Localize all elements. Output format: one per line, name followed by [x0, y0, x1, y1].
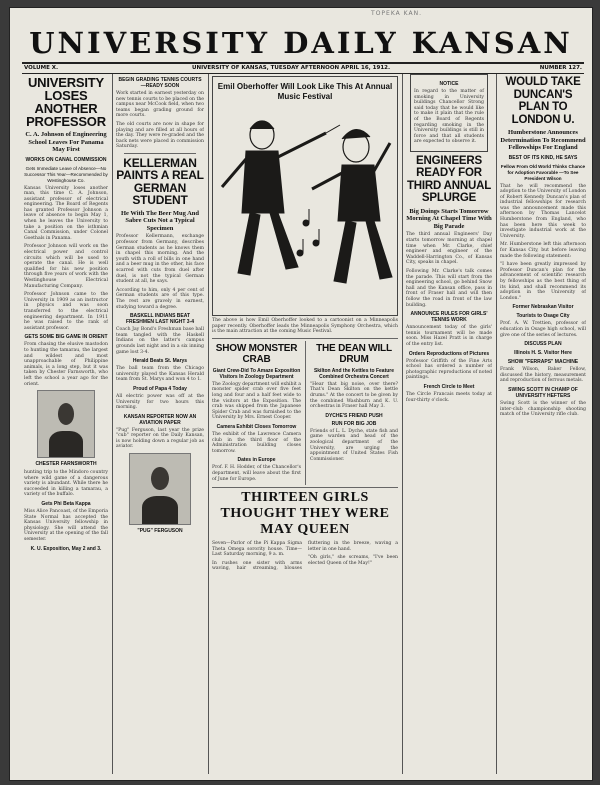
headline-herald: Herald Beats St. Marys [132, 358, 188, 365]
headline-illinois: Illinois H. S. Visitor Here [514, 350, 572, 357]
conductor-cartoon [216, 103, 394, 291]
portrait-photo [129, 453, 191, 525]
article-text: "Pug" Ferguson, last year the prize "cub" reporter on the Daily Kansan, is now holding down a regular job as aviator. [116, 427, 204, 450]
article-text: Kansas University loses another man, this time C. A. Johnson, assistant professor of electrical engineering. The Board of Regents has granted Professor Johnson a leave of absence to begin May 1, when he leaves the University to take a position on the isthmian Canal Commission, under Colonel Goethals in Panama. [24, 185, 108, 241]
subhead-engineers: Big Doings Starts Tomorrow Morning At Chapel Time With Big Parade [406, 207, 492, 230]
deck-canal: WORKS ON CANAL COMMISSION [25, 156, 107, 163]
headline-europe: Dates in Europe [237, 457, 276, 464]
headline-discuss: DISCUSS PLAN [524, 341, 562, 348]
headline-duncan: WOULD TAKE DUNCAN'S PLAN TO LONDON U. [505, 76, 581, 126]
center-two-columns [212, 341, 398, 485]
article-text: Miss Alice Pancoast, of the Emporia State Normal has accepted the Kansas University fellowship in physiology. She will attend the University at the opening of the fall semester. [24, 509, 108, 543]
article-text: Professor Johnson will work on the electrical power and control circuits which will be used to operate the canal. He is well qualified for his new position through five years of work with the Westinghouse Electrical Manufacturing Company. [24, 244, 108, 289]
article-text: Prof. F. H. Hodder, of the Chancellor's department, will leave about the first of June for Europe. [212, 465, 301, 482]
headline-crab: SHOW MONSTER CRAB [215, 342, 298, 365]
headline-dyche: DYCHE'S FRIEND PUSH [325, 412, 383, 419]
masthead: UNIVERSITY DAILY KANSAN [29, 26, 573, 60]
may-queen-article [212, 541, 398, 572]
newspaper-page [10, 8, 592, 780]
deck-leave: Gets Immediate Leave of Absence—No Successor This Year—Recommended by Westinghouse Co. [24, 165, 108, 183]
article-text: Seven—Parlor of the Pi Kappa Sigma Theta Omega sorority house. Time—Last Saturday morning, 9 a. m. [212, 541, 302, 558]
article-text: Coach Jay Bond's Freshman base ball team tangled with the Haskell Indians on the latter's campus grounds last night and in a six inning game lost 3-4. [116, 327, 204, 355]
crab-article [212, 341, 301, 485]
column-5 [406, 74, 492, 776]
article-text: Friends of L. L. Dyche, state fish and game warden and head of the zoological department of the University, are urging the appointment of United States Fish Commissioner. [309, 428, 398, 462]
headline-french-circle: French Circle to Meet [423, 383, 475, 390]
date-label: UNIVERSITY OF KANSAS, TUESDAY AFTERNOON APRIL 16, 1912. [192, 65, 391, 71]
article-text: Professor Griffith of the Fine Arts school has ordered a number of photographic reproductions of noted paintings. [406, 358, 492, 381]
article-text: In rushes one sister with arms waving, hair streaming, blouses fluttering in the breeze, waving a letter in one hand. [212, 541, 398, 572]
issue-number: NUMBER 127. [539, 65, 582, 71]
headline-camera: Camera Exhibit Closes Tomorrow [216, 423, 297, 430]
headline-tennis-rules: ANNOUNCE RULES FOR GIRLS' TENNIS WORK [410, 311, 488, 324]
headline-tennis: BEGIN GRADING TENNIS COURTS—READY SOON [118, 77, 202, 89]
cartoon-text: The above is how Emil Oberhoffer looked to a cartoonist on a Minneapolis paper recently. Oberhoffer leads the Minneapolis Symphony Orchestra, which is the main attraction at the coming Music Festival. [212, 318, 398, 335]
notice-box [410, 74, 488, 152]
article-text: "Hear that big noise, over there? That's Dean Skilton on the kettle drums." At the concert to be given by the combined Washburn and K. U. orchestras in Fraser hall May 3. [309, 381, 398, 410]
article-text: Frank Wilson, Baker Fellow, discussed the history, measurement and reproduction of ferrous metals. [500, 367, 586, 384]
headline-swing-scott: SWING SCOTT IN CHAMP OF UNIVERSITY HEFTERS [508, 386, 578, 399]
headline-engineers: ENGINEERS READY FOR THIRD ANNUAL SPLURGE [406, 154, 492, 205]
article-text: The old courts are now in shape for playing and are filled at all hours of the day. They were re-graded and the back nets were placed in commission Saturday. [116, 121, 204, 150]
subhead-johnson: C. A. Johnson of Engineering School Leaves For Panama May First [25, 131, 107, 153]
cartoon-title: Emil Oberhoffer Will Look Like This At Annual Music Festival [217, 82, 393, 101]
deck-fellow: Fellow From Old World Thinks Chance for Adoption Favorable —To See President Wilson [500, 163, 586, 181]
column-1 [24, 74, 108, 776]
headline-pictures: Orders Reproductions of Pictures [408, 350, 490, 357]
column-6 [500, 74, 586, 776]
article-text: Prof. A. W. Trettien, professor of education in Osage high school, will give one of the series of lectures. [500, 321, 586, 338]
article-text: That he will recommend the adoption to the University of London of Robert Kennedy Duncan's plan of industrial fellowships for research was the announcement made this afternoon by Thomas Lancelot Humberstone from England, who has been here this week to investigate industrial work at the University. [500, 183, 586, 239]
headline-phi-beta: Gets Phi Beta Kappa [41, 501, 91, 508]
notice-text: In regard to the matter of smoking in University buildings Chancellor Strong said today that he would like to make it plain that the rule of the Board of Regents regarding smoking in the University buildings is still in force and that all students are expected to observe it. [414, 89, 484, 145]
headline-aviation: KANSAN REPORTER NOW AN AVIATION PAPER [123, 413, 197, 426]
archive-stamp: TOPEKA KAN. [371, 10, 422, 17]
article-text: Professor Johnson came to the University in 1909 as an instructor in physics and was soon transferred to the electrical engineering department. In 1911 he was raised to the rank of assistant professor. [24, 292, 108, 331]
subhead-dean: Skilton And the Kettles to Feature Combined Orchestra Concert [313, 367, 395, 380]
article-text: According to him, only 4 per cent of German students are of this type. The rest are gravely in earnest, studying toward a degree. [116, 287, 204, 310]
deck-best: BEST OF ITS KIND, HE SAYS [508, 154, 578, 161]
article-text: hunting trip to the Mindoro country where wild game of a dangerous variety is abundant. While there he succeeded in killing a tamarau, a variety of the buffalo. [24, 470, 108, 498]
article-text: Following Mr. Clarke's talk comes the parade. This will start from the engineering school, go behind Snow hall and the Kansan office, pass in front of Fraser hall and will then follow the road in front of the law building. [406, 269, 492, 308]
article-text: The Zoology department will exhibit a monster spider crab over five feet long and four and a half feet wide to the visitors at the Exposition. The crab was shipped from the Japanese Spider Crab and was furnished to the University by Mrs. Ernest Cooper. [212, 381, 301, 421]
exposition-note: K. U. Exposition, May 2 and 3. [30, 545, 102, 552]
article-text: Work started in earnest yesterday on new tennis courts to be placed on the campus near McCook field, when two teams began grading ground for more courts. [116, 91, 204, 119]
article-text: The ball team from the Chicago university played the Kansas Herald team from St. Marys and won 4 to 1. [116, 366, 204, 383]
headline-papa: Proud of Papa 4 Today [133, 385, 187, 392]
article-text: All electric power was off at the University for two hours this morning. [116, 393, 204, 411]
center-block [212, 74, 398, 776]
headline-may-queen: THIRTEEN GIRLS THOUGHT THEY WERE MAY QUEEN [220, 490, 390, 538]
headline-haskell: BASKELL INDIANS BEAT FRESHMEN LAST NIGHT 3-4 [125, 313, 195, 326]
headline-ferraps: SHOW "FERRAPS" MACHINE [507, 359, 579, 366]
article-text: Announcement today of the girls' tennis tournament will be made soon. Miss Hazel Pratt is in charge of the entry list. [406, 325, 492, 347]
article-text: From chasing the elusive mastodon to hunting the tamarau, the largest and wildest and most unapproachable of Philippine animals, is a long step, but it was taken by Chester Farnsworth, who left the school a year ago for the orient. [24, 342, 108, 387]
article-text: The Circle Francais meets today at four-thirty o'clock. [406, 391, 492, 403]
headline-kellerman: KELLERMAN PAINTS A REAL GERMAN STUDENT [116, 155, 204, 208]
article-text: Mr. Humberstone left this afternoon for Kansas City, but before leaving made the following statement: [500, 242, 586, 259]
volume-label: VOLUME X. [24, 65, 59, 71]
article-text: "Oh girls," she screams, "I've been elected Queen of the May!" [308, 555, 398, 566]
article-text: Swing Scott is the winner of the inter-club championship shooting match of the University rifle club. [500, 400, 586, 418]
photo-caption: CHESTER FARNSWORTH [35, 461, 97, 468]
headline-dean: THE DEAN WILL DRUM [316, 342, 392, 365]
notice-title: NOTICE [439, 81, 459, 87]
headline-nebraskan: Former Nebraskan Visitor [512, 304, 574, 311]
headline-dyche-2: RUN FOR BIG JOB [331, 420, 377, 427]
dean-article [310, 341, 398, 485]
article-text: Professor Kellermann, exchange professor from Germany, describes German students as he knows them in chapel this morning. And the youth with a roll of bills in one hand and a beer mug in the other, his face scarred with cuts from duel after duel, is not the typical German student at all, he says. [116, 234, 204, 285]
headline-professor: UNIVERSITY LOSES ANOTHER PROFESSOR [26, 75, 106, 129]
dateline [22, 62, 584, 74]
subhead-humberstone: Humberstone Announces Determination To Recommend Fellowships For England [500, 129, 586, 151]
portrait-photo [37, 390, 95, 458]
article-text: The third annual Engineers' Day starts tomorrow morning at chapel time when Mr. Clarke, chief engineer and engineer of the Waddell-Harrington Co., of Kansas City, speaks in chapel. [406, 232, 492, 266]
headline-osage: Tourists to Osage City [516, 313, 570, 320]
article-text: "I have been greatly impressed by Professor Duncan's plan for the advancement of scientific research by fellowships as the best thing of its kind, and shall recommend its adoption in the University of London." [500, 262, 586, 301]
article-text: The exhibit of the Lawrence Camera club in the third floor of the Administration building closes tomorrow. [212, 431, 301, 454]
cartoon-box [212, 76, 398, 316]
subhead-crab: Giant Crew-Did To Amaze Exposition Visitors In Zoology Department [212, 367, 301, 380]
subhead-beer-mug: He With The Beer Mug And Sabre Cuts Not a Typical Specimen [120, 209, 200, 232]
photo-caption: "PUG" FERGUSON [137, 528, 183, 535]
column-2 [116, 74, 204, 776]
headline-big-game: GETS SOME BIG GAME IN ORIENT [24, 334, 108, 341]
